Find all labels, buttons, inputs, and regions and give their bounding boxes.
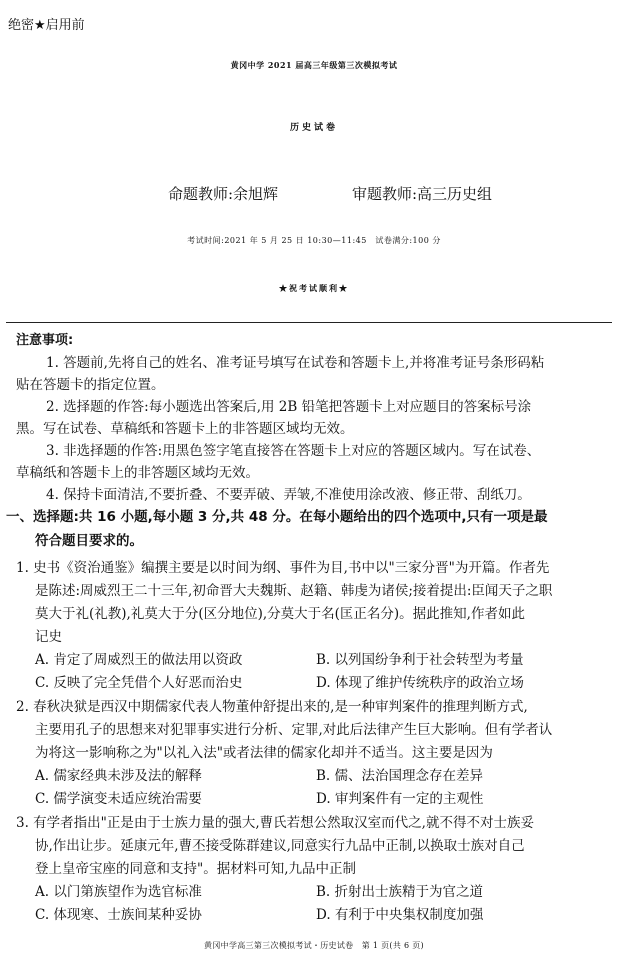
option-d: D. 有利于中央集权制度加强 <box>316 907 484 923</box>
question-line: 1. 史书《资治通鉴》编撰主要是以时间为纲、事件为目,书中以"三家分晋"为开篇。作者先 <box>16 560 550 576</box>
section-heading-cont: 符合题目要求的。 <box>35 533 143 549</box>
notice-line: 贴在答题卡的指定位置。 <box>16 377 165 393</box>
notice-line: 2. 选择题的作答:每小题选出答案后,用 2B 铅笔把答题卡上对应题目的答案标号涂 <box>46 399 532 415</box>
exam-time-info: 考试时间:2021 年 5 月 25 日 10:30—11:45 试卷满分:100 分 <box>187 236 441 245</box>
good-luck-banner: ★祝考试顺利★ <box>279 283 349 293</box>
page-footer: 黄冈中学高三第三次模拟考试・历史试卷 第 1 页(共 6 页) <box>204 941 424 950</box>
question-line: 2. 春秋决狱是西汉中期儒家代表人物董仲舒提出来的,是一种审判案件的推理判断方式, <box>16 699 528 715</box>
notice-heading: 注意事项: <box>16 333 74 348</box>
notice-line: 草稿纸和答题卡上的非答题区域均无效。 <box>16 465 259 481</box>
question-line: 协,作出让步。延康元年,曹丕接受陈群建议,同意实行九品中正制,以换取士族对自己 <box>35 838 525 854</box>
question-line: 3. 有学者指出"正是由于士族力量的强大,曹氏若想公然取汉室而代之,就不得不对士族妥 <box>16 815 534 831</box>
confidential-mark: 绝密★启用前 <box>8 18 85 33</box>
question-line: 是陈述:周威烈王二十三年,初命晋大夫魏斯、赵籍、韩虔为诸侯;接着提出:臣闻天子之职 <box>35 583 553 599</box>
section-heading: 一、选择题:共 16 小题,每小题 3 分,共 48 分。在每小题给出的四个选项中,只有一项是最 <box>6 509 548 525</box>
question-line: 登上皇帝宝座的同意和支持"。据材料可知,九品中正制 <box>35 861 357 877</box>
header-divider <box>6 322 612 323</box>
exam-subject: 历史试卷 <box>289 123 338 133</box>
option-c: C. 体现寒、士族间某种妥协 <box>35 907 202 923</box>
notice-line: 4. 保持卡面清洁,不要折叠、不要弄破、弄皱,不准使用涂改液、修正带、刮纸刀。 <box>46 487 531 503</box>
notice-line: 3. 非选择题的作答:用黑色签字笔直接答在答题卡上对应的答题区域内。写在试卷、 <box>46 443 541 459</box>
option-d: D. 审判案件有一定的主观性 <box>316 791 484 807</box>
option-b: B. 折射出士族精于为官之道 <box>316 884 484 900</box>
question-line: 记史 <box>35 629 62 645</box>
question-line: 主要用孔子的思想来对犯罪事实进行分析、定罪,对此后法律产生巨大影响。但有学者认 <box>35 722 553 738</box>
option-a: A. 肯定了周威烈王的做法用以资政 <box>35 652 243 668</box>
question-reviewer: 审题教师:高三历史组 <box>352 185 493 203</box>
option-a: A. 以门第族望作为选官标准 <box>35 884 202 900</box>
notice-line: 黑。写在试卷、草稿纸和答题卡上的非答题区域均无效。 <box>16 421 354 437</box>
exam-title: 黄冈中学 2021 届高三年级第三次模拟考试 <box>230 60 398 70</box>
option-c: C. 反映了完全凭借个人好恶而治史 <box>35 675 243 691</box>
question-setter: 命题教师:余旭辉 <box>168 185 279 203</box>
option-b: B. 以列国纷争利于社会转型为考量 <box>316 652 524 668</box>
question-line: 为将这一影响称之为"以礼入法"或者法律的儒家化却并不适当。这主要是因为 <box>35 745 493 761</box>
option-c: C. 儒学演变未适应统治需要 <box>35 791 202 807</box>
question-line: 莫大于礼(礼教),礼莫大于分(区分地位),分莫大于名(匡正名分)。据此推知,作者如此 <box>35 606 525 622</box>
notice-line: 1. 答题前,先将自己的姓名、准考证号填写在试卷和答题卡上,并将准考证号条形码粘 <box>46 355 545 371</box>
option-d: D. 体现了维护传统秩序的政治立场 <box>316 675 524 691</box>
option-b: B. 儒、法治国理念存在差异 <box>316 768 484 784</box>
option-a: A. 儒家经典未涉及法的解释 <box>35 768 202 784</box>
